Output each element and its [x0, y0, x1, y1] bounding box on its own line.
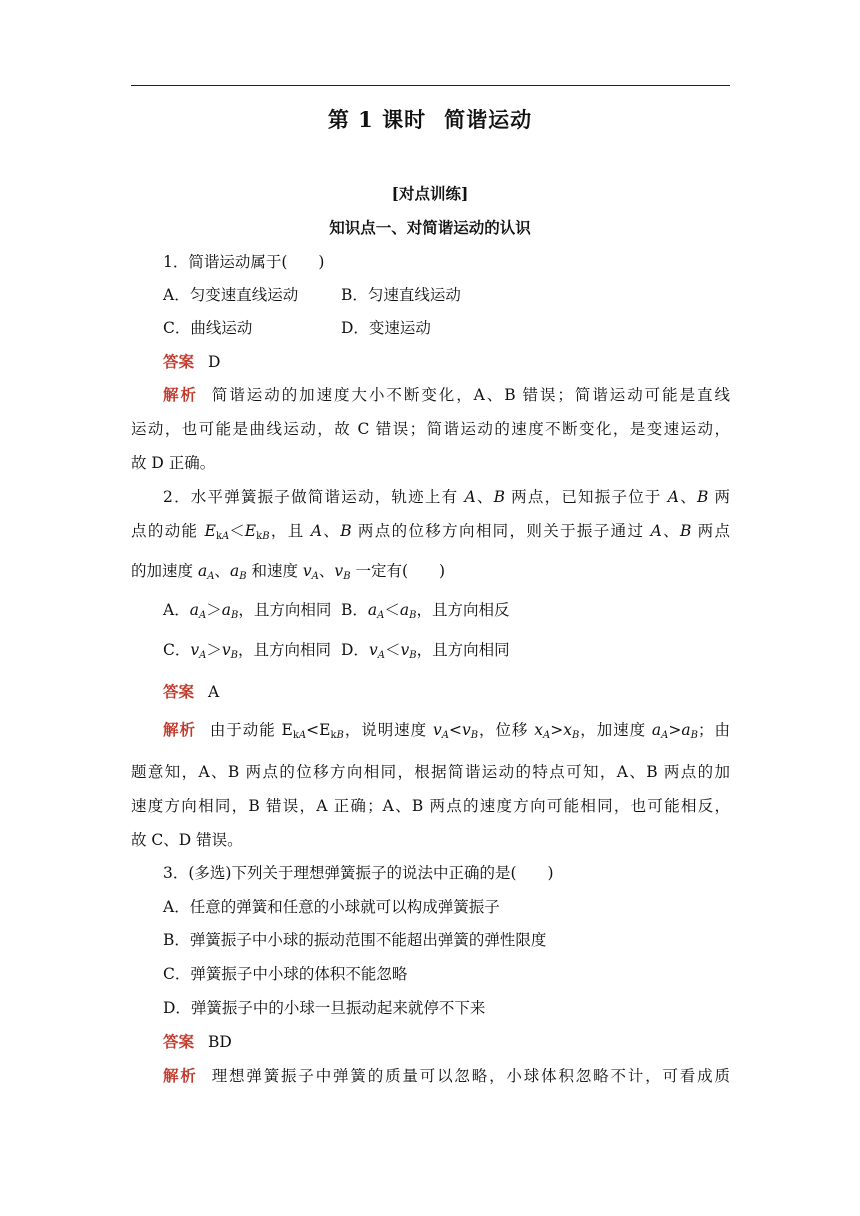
q1-option-c: C．曲线运动: [163, 319, 253, 337]
knowledge-heading: 知识点一、对简谐运动的认识: [329, 218, 531, 237]
q1-option-a: A．匀变速直线运动: [163, 286, 299, 304]
q1-analysis-line-3: 故 D 正确。: [131, 454, 216, 472]
q1-analysis-line-1: 解析 简谐运动的加速度大小不断变化，A、B 错误；简谐运动可能是直线: [163, 385, 730, 404]
q3-answer: [163, 1032, 730, 1052]
q2-analysis-line-1: 解析 由于动能 $E_{kA}<E_{kB}$，说明速度 $v_A<v_B$，位移 $x_A>x_B$，加速度 $a_A>a_B$；由: [163, 720, 730, 741]
analysis-label: 解析: [163, 1066, 198, 1085]
q3-option-d: D．弹簧振子中的小球一旦振动起来就停不下来: [163, 999, 486, 1017]
q2-options-cd: [163, 640, 730, 660]
header-rule: [131, 85, 730, 86]
q1-stem: 1．简谐运动属于( ): [163, 253, 325, 271]
q2-answer: [163, 682, 730, 702]
q3-option-a: A．任意的弹簧和任意的小球就可以构成弹簧振子: [163, 898, 500, 916]
q2-analysis-line-2: 题意知，A、B 两点的位移方向相同，根据简谐运动的特点可知，A、B 两点的加: [131, 763, 730, 781]
q1-analysis-line-2: 运动，也可能是曲线运动，故 C 错误；简谐运动的速度不断变化，是变速运动，: [131, 420, 730, 438]
q2-option-c: C．$v_A>v_B$，且方向相同: [163, 641, 332, 661]
q3-answer-value: BD: [208, 1033, 232, 1051]
q1-options-ab: [163, 285, 730, 305]
q2-option-d: D．$v_A<v_B$，且方向相同: [341, 641, 510, 661]
lesson-number: 第 1 课时: [327, 107, 427, 132]
answer-label: 答案: [163, 682, 195, 701]
q2-answer-value: A: [208, 683, 220, 701]
q3-stem: 3．(多选)下列关于理想弹簧振子的说法中正确的是( ): [163, 864, 554, 882]
q2-option-b: B．$a_A<a_B$，且方向相反: [341, 601, 510, 621]
q2-analysis-line-3: 速度方向相同，B 错误，A 正确；A、B 两点的速度方向可能相同，也可能相反，: [131, 797, 730, 815]
q2-options-ab: [163, 600, 730, 620]
q1-options-cd: [163, 318, 730, 338]
q2-stem-line-2: 点的动能 $E_{kA}<E_{kB}$，且 A、B 两点的位移方向相同，则关于振子通过 A、B 两点: [131, 522, 730, 542]
q2-stem-line-3: 的加速度 $a_A$、$a_B$ 和速度 $v_A$、$v_B$ 一定有( ): [131, 562, 446, 582]
q2-option-a: A．$a_A>a_B$，且方向相同: [163, 601, 332, 621]
q2-analysis-line-4: 故 C、D 错误。: [131, 831, 243, 849]
lesson-name: 简谐运动: [444, 107, 533, 132]
q1-answer-value: D: [208, 353, 221, 371]
answer-label: 答案: [163, 1032, 195, 1051]
q3-option-b: B．弹簧振子中小球的振动范围不能超出弹簧的弹性限度: [163, 931, 547, 949]
section-heading: [对点训练]: [391, 184, 469, 203]
q1-option-b: B．匀速直线运动: [341, 286, 461, 304]
q3-analysis-line-1: 解析 理想弹簧振子中弹簧的质量可以忽略，小球体积忽略不计，可看成质: [163, 1066, 730, 1085]
answer-label: 答案: [163, 352, 195, 371]
analysis-label: 解析: [163, 720, 196, 739]
page-title: [0, 104, 860, 134]
q2-stem-line-1: 2．水平弹簧振子做简谐运动，轨迹上有 A、B 两点，已知振子位于 A、B 两: [163, 488, 730, 506]
q3-option-c: C．弹簧振子中小球的体积不能忽略: [163, 965, 408, 983]
q1-option-d: D．变速运动: [341, 319, 431, 337]
q1-answer: [163, 352, 730, 372]
analysis-label: 解析: [163, 385, 198, 404]
